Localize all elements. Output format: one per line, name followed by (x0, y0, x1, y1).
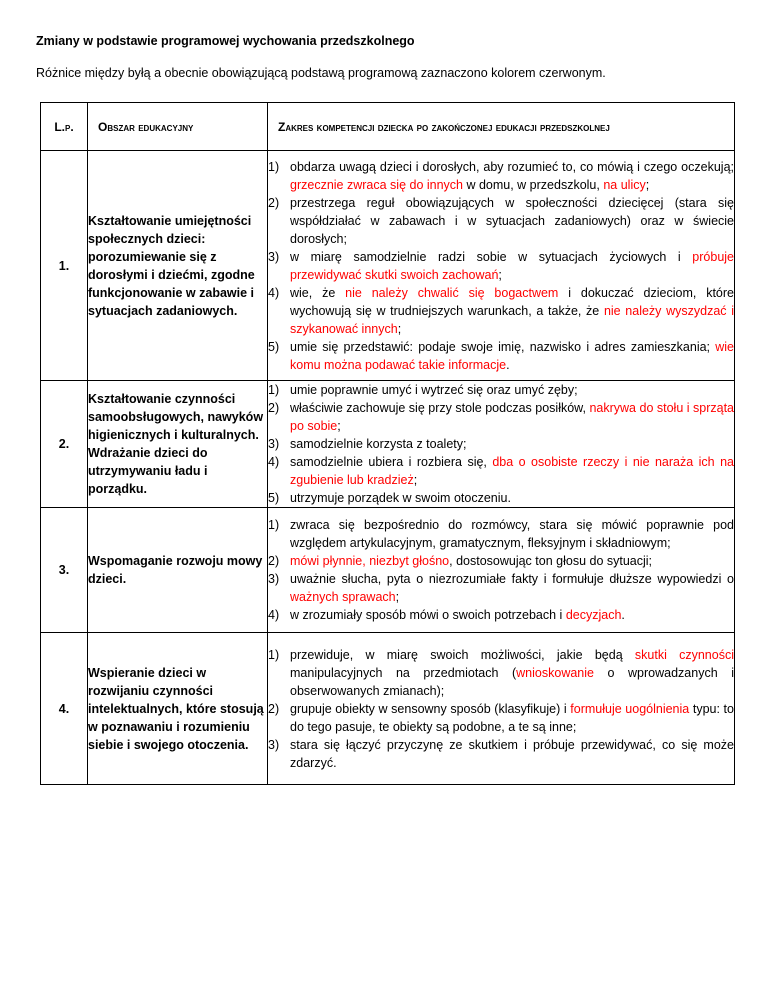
competence-table (40, 102, 735, 785)
list-item-text: wie, że (290, 285, 346, 300)
changed-text: wie komu można podawać takie informacje (290, 339, 734, 372)
row-number: 3. (41, 508, 88, 633)
changed-text: dba o osobiste rzeczy i nie naraża ich na zgubienie lub kradzież (290, 455, 734, 487)
list-item (268, 489, 734, 507)
list-item-number: 1) (268, 159, 280, 174)
list-item (268, 158, 734, 194)
list-item-text: przewiduje, w miarę swoich możliwości, jakie będą (290, 647, 635, 662)
competence-list (268, 381, 734, 507)
list-item-text: utrzymuje porządek w swoim otoczeniu. (290, 491, 511, 505)
changed-text: grzecznie zwraca się do innych (290, 177, 463, 192)
changed-text: nie należy wyszydzać i szykanować innych (290, 303, 734, 336)
list-item-text: grupuje obiekty w sensowny sposób (klasyfikuje) i (290, 701, 571, 716)
list-item (268, 194, 734, 248)
list-item-number: 3) (268, 737, 280, 752)
list-item (268, 248, 734, 284)
educational-area: Kształtowanie czynności samoobsługowych, nawyków higienicznych i kulturalnych. Wdrażanie dzieci do utrzymywaniu ładu i porządku. (88, 381, 268, 508)
list-item-number: 2) (268, 195, 280, 210)
header-scope (268, 103, 735, 151)
list-item-text: samodzielnie korzysta z toalety; (290, 437, 467, 451)
list-item (268, 606, 734, 624)
list-item-number: 5) (268, 491, 280, 505)
list-item-text: . (506, 357, 510, 372)
list-item-text: ; (498, 267, 502, 282)
list-item (268, 646, 734, 700)
list-item-text: ; (337, 419, 341, 433)
competence-list-cell (268, 633, 735, 785)
list-item-text: , dostosowując ton głosu do sytuacji; (449, 554, 653, 568)
row-number: 2. (41, 381, 88, 508)
list-item-text: ; (397, 321, 402, 336)
list-item (268, 435, 734, 453)
list-item-text: w miarę samodzielnie radzi sobie w sytuacjach życiowych i (290, 249, 693, 264)
list-item-number: 2) (268, 701, 280, 716)
table-row (41, 151, 735, 381)
list-item (268, 381, 734, 399)
competence-list-cell (268, 381, 735, 508)
list-item-number: 2) (268, 401, 280, 415)
list-item-text: w zrozumiały sposób mówi o swoich potrzebach i (290, 608, 566, 622)
list-item-text: . (621, 608, 625, 622)
list-item-text: obdarza uwagą dzieci i dorosłych, aby rozumieć to, co mówią i czego oczekują; (290, 159, 734, 174)
list-item-text: umie się przedstawić: podaje swoje imię, nazwisko i adres zamieszkania; (290, 339, 716, 354)
list-item (268, 284, 734, 338)
list-item-number: 4) (268, 608, 280, 622)
list-item-number: 1) (268, 647, 280, 662)
competence-list-cell (268, 508, 735, 633)
header-area-label: Obszar edukacyjny (98, 119, 194, 134)
changed-text: nie należy chwalić się bogactwem (345, 285, 559, 300)
educational-area: Wspieranie dzieci w rozwijaniu czynności intelektualnych, które stosują w poznawaniu i rozumieniu siebie i swojego otoczenia. (88, 633, 268, 785)
list-item (268, 338, 734, 374)
list-item-text: uważnie słucha, pyta o niezrozumiałe fakty i formułuje dłuższe wypowiedzi o (290, 572, 734, 586)
list-item-text: i dokuczać dzieciom, które wychowują się w trudniejszych warunkach, a także, że (290, 285, 735, 318)
list-item-text: o wprowadzanych i obserwowanych zmianach); (290, 665, 734, 698)
educational-area: Wspomaganie rozwoju mowy dzieci. (88, 508, 268, 633)
list-item-text: ; (395, 590, 400, 604)
page-title: Zmiany w podstawie programowej wychowania przedszkolnego (36, 34, 415, 48)
list-item (268, 700, 734, 736)
row-number: 1. (41, 151, 88, 381)
changed-text: formułuje uogólnienia (570, 701, 690, 716)
list-item-text: w domu, w przedszkolu, (463, 177, 604, 192)
changed-text: próbuje przewidywać skutki swoich zachowań (290, 249, 734, 282)
list-item (268, 552, 734, 570)
table-body (41, 151, 735, 785)
changed-text: mówi płynnie, niezbyt głośno (290, 554, 450, 568)
list-item-text: typu: to do tego pasuje, te obiekty są podobne, a te są inne; (290, 701, 734, 734)
list-item-number: 3) (268, 249, 280, 264)
list-item-text: ; (645, 177, 650, 192)
list-item-number: 3) (268, 572, 280, 586)
list-item-number: 4) (268, 455, 280, 469)
changed-text: wnioskowanie (516, 665, 594, 680)
table-row (41, 508, 735, 633)
list-item-number: 3) (268, 437, 280, 451)
header-area (88, 103, 268, 151)
list-item-text: umie poprawnie umyć i wytrzeć się oraz umyć zęby; (290, 383, 578, 397)
competence-list (268, 646, 734, 772)
changed-text: decyzjach (565, 608, 622, 622)
table-row (41, 633, 735, 785)
competence-list (268, 158, 734, 374)
header-lp: L.p. (41, 103, 88, 151)
list-item (268, 570, 734, 606)
subtitle: Różnice między byłą a obecnie obowiązującą podstawą programową zaznaczono kolorem czerwonym. (36, 66, 606, 80)
educational-area: Kształtowanie umiejętności społecznych dzieci: porozumiewanie się z dorosłymi i dziećmi, zgodne funkcjonowanie w zabawie i sytuacjach zadaniowych. (88, 151, 268, 381)
changed-text: skutki czynności (634, 647, 734, 662)
list-item-text: zwraca się bezpośrednio do rozmówcy, stara się mówić poprawnie pod względem artykulacyjnym, gramatycznym, fleksyjnym i składniowym; (290, 518, 734, 550)
list-item-number: 5) (268, 339, 280, 354)
list-item (268, 736, 734, 772)
header-scope-label: Zakres kompetencji dziecka po zakończonej edukacji przedszkolnej (278, 119, 610, 134)
list-item-text: ; (413, 473, 418, 487)
list-item (268, 399, 734, 435)
changed-text: na ulicy (603, 177, 646, 192)
list-item-number: 4) (268, 285, 280, 300)
row-number: 4. (41, 633, 88, 785)
list-item-text: samodzielnie ubiera i rozbiera się, (290, 455, 493, 469)
competence-list (268, 516, 734, 624)
changed-text: ważnych sprawach (290, 590, 396, 604)
list-item-text: właściwie zachowuje się przy stole podczas posiłków, (290, 401, 590, 415)
list-item (268, 453, 734, 489)
list-item-text: przestrzega reguł obowiązujących w społeczności dziecięcej (stara się współdziałać w zabawach i w sytuacjach zadaniowych) oraz w świecie dorosłych; (290, 195, 734, 246)
list-item-number: 2) (268, 554, 280, 568)
competence-list-cell (268, 151, 735, 381)
table-header-row (41, 103, 735, 151)
list-item-text: manipulacyjnych na przedmiotach ( (290, 665, 517, 680)
list-item-number: 1) (268, 518, 280, 532)
list-item-text: stara się łączyć przyczynę ze skutkiem i próbuje przewidywać, co się może zdarzyć. (290, 737, 734, 770)
table-row (41, 381, 735, 508)
list-item (268, 516, 734, 552)
list-item-number: 1) (268, 383, 280, 397)
changed-text: nakrywa do stołu i sprząta po sobie (290, 401, 734, 433)
